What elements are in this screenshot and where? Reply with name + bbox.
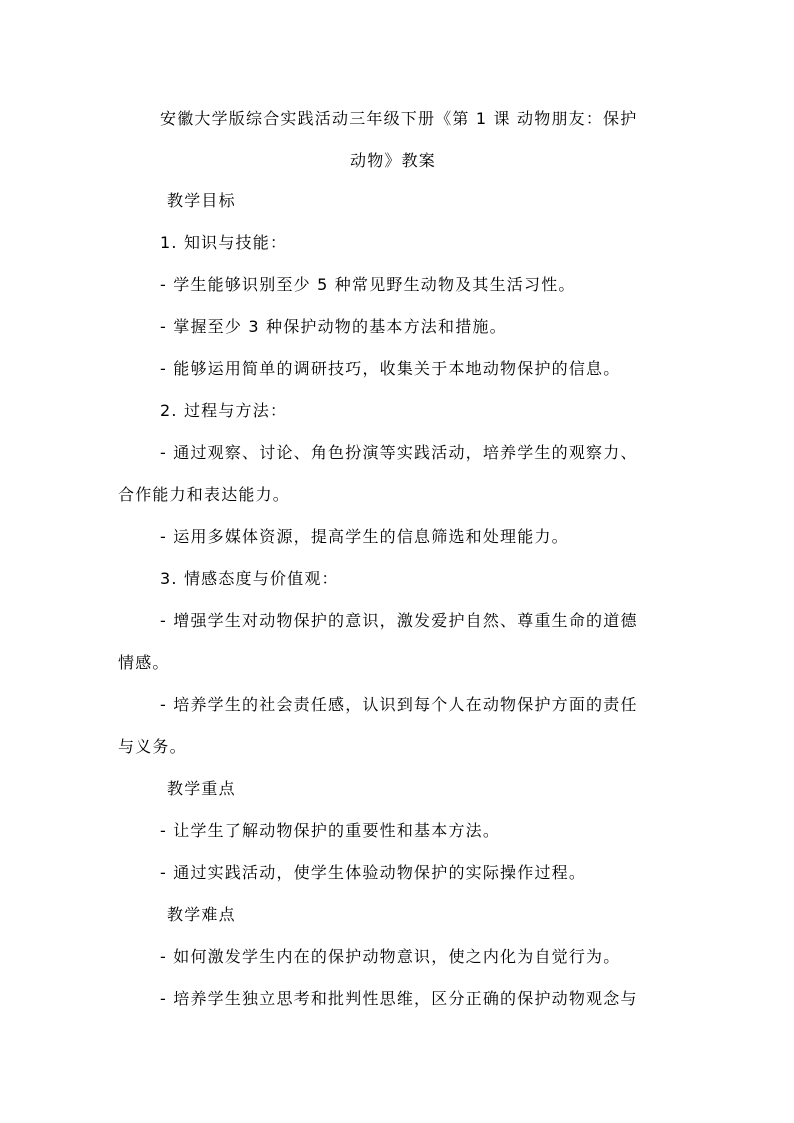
goal-3-item-2-line-1: - 培养学生的社会责任感，认识到每个人在动物保护方面的责任 xyxy=(160,695,638,714)
difficulty-item-2: - 培养学生独立思考和批判性思维，区分正确的保护动物观念与 xyxy=(160,989,638,1008)
section-heading-goals: 教学目标 xyxy=(167,191,236,210)
goal-3-heading: 3. 情感态度与价值观： xyxy=(160,569,339,588)
goal-1-item-1: - 学生能够识别至少 5 种常见野生动物及其生活习性。 xyxy=(160,275,576,294)
difficulty-item-1: - 如何激发学生内在的保护动物意识，使之内化为自觉行为。 xyxy=(160,947,621,966)
key-point-item-1: - 让学生了解动物保护的重要性和基本方法。 xyxy=(160,821,501,840)
document-title-line-1: 安徽大学版综合实践活动三年级下册《第 1 课 动物朋友：保护 xyxy=(160,109,638,128)
goal-1-item-3: - 能够运用简单的调研技巧，收集关于本地动物保护的信息。 xyxy=(160,359,621,378)
section-heading-key-points: 教学重点 xyxy=(167,779,236,798)
key-point-item-2: - 通过实践活动，使学生体验动物保护的实际操作过程。 xyxy=(160,863,587,882)
goal-3-item-1-line-2: 情感。 xyxy=(118,653,170,672)
goal-1-heading: 1. 知识与技能： xyxy=(160,233,288,252)
goal-2-heading: 2. 过程与方法： xyxy=(160,401,288,420)
section-heading-difficulties: 教学难点 xyxy=(167,905,236,924)
goal-3-item-2-line-2: 与义务。 xyxy=(118,737,187,756)
goal-1-item-2: - 掌握至少 3 种保护动物的基本方法和措施。 xyxy=(160,317,507,336)
document-title-line-2: 动物》教案 xyxy=(350,151,437,170)
goal-2-item-1-line-1: - 通过观察、讨论、角色扮演等实践活动，培养学生的观察力、 xyxy=(160,443,638,462)
goal-3-item-1-line-1: - 增强学生对动物保护的意识，激发爱护自然、尊重生命的道德 xyxy=(160,611,638,630)
goal-2-item-2: - 运用多媒体资源，提高学生的信息筛选和处理能力。 xyxy=(160,527,569,546)
goal-2-item-1-line-2: 合作能力和表达能力。 xyxy=(118,485,291,504)
